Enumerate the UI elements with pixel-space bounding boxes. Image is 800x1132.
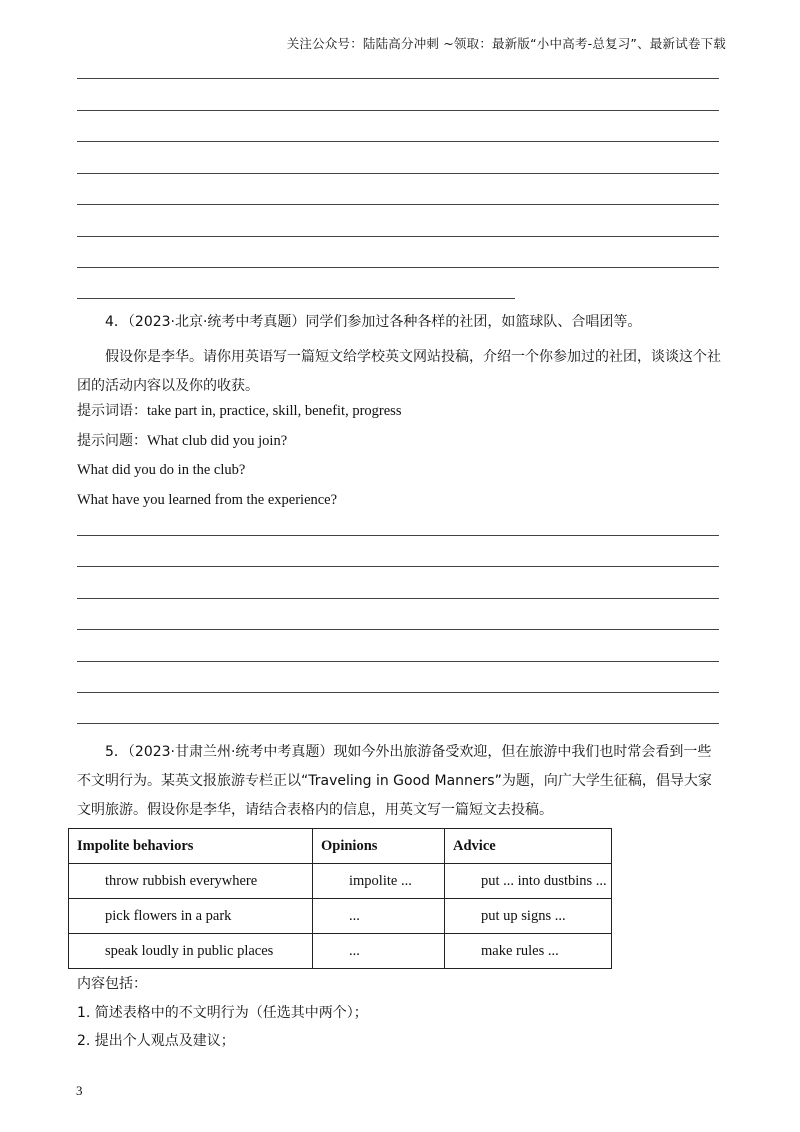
table-header-cell: Advice: [445, 829, 612, 864]
answer-line: [77, 267, 719, 268]
table-cell: pick flowers in a park: [69, 899, 313, 934]
answer-line: [77, 723, 719, 724]
q4-prompt: 假设你是李华。请你用英语写一篇短文给学校英文网站投稿，介绍一个你参加过的社团，谈谈这个社团的活动内容以及你的收获。: [77, 349, 721, 394]
table-cell: impolite ...: [313, 864, 445, 899]
table-row: [69, 899, 612, 934]
q5-item-1: 1. 简述表格中的不文明行为（任选其中两个）；: [77, 1005, 368, 1021]
table-row: [69, 864, 612, 899]
page-number: 3: [76, 1083, 83, 1098]
answer-line: [77, 535, 719, 536]
answer-line: [77, 629, 719, 630]
q5-item-2: 2. 提出个人观点及建议；: [77, 1033, 235, 1049]
answer-line: [77, 110, 719, 111]
table-cell: put ... into dustbins ...: [445, 864, 612, 899]
answer-line: [77, 566, 719, 567]
answer-line: [77, 236, 719, 237]
answer-line: [77, 141, 719, 142]
table-row: [69, 934, 612, 969]
q4-hint-questions: [77, 431, 723, 451]
q4-hint-words: [77, 401, 723, 421]
table-cell: speak loudly in public places: [69, 934, 313, 969]
answer-line: [77, 598, 719, 599]
table-cell: ...: [313, 934, 445, 969]
table-header-row: [69, 829, 612, 864]
q4-hint-words-value: take part in, practice, skill, benefit, progress: [147, 403, 402, 419]
answer-line: [77, 298, 515, 299]
answer-line: [77, 78, 719, 79]
answer-line: [77, 204, 719, 205]
table-cell: put up signs ...: [445, 899, 612, 934]
table-header-cell: Opinions: [313, 829, 445, 864]
q4-hint-words-label: 提示词语：: [77, 403, 147, 419]
table-header-cell: Impolite behaviors: [69, 829, 313, 864]
table-cell: throw rubbish everywhere: [69, 864, 313, 899]
q5-prompt: 5．（2023·甘肃兰州·统考中考真题）现如今外出旅游备受欢迎，但在旅游中我们也时常会看到一些不文明行为。某英文报旅游专栏正以“Traveling in Good Manners”为题，向广大学生征稿，倡导大家文明旅游。假设你是李华，请结合表格内的信息，用英文写一篇短文去投稿。: [77, 744, 712, 818]
answer-line: [77, 692, 719, 693]
q4-hint-questions-label: 提示问题：: [77, 433, 147, 449]
q4-hint-q1: What club did you join?: [147, 433, 288, 449]
table-cell: ...: [313, 899, 445, 934]
answer-line: [77, 173, 719, 174]
q4-title: 4．（2023·北京·统考中考真题）同学们参加过各种各样的社团，如篮球队、合唱团等。: [105, 314, 642, 330]
behaviors-table: [68, 828, 612, 969]
q4-hint-q2: What did you do in the club?: [77, 462, 246, 478]
answer-line: [77, 661, 719, 662]
table-cell: make rules ...: [445, 934, 612, 969]
q5-content-label: 内容包括：: [77, 976, 147, 992]
page-header: 关注公众号：陆陆高分冲刺 ~领取：最新版“小中高考-总复习”、最新试卷下载: [286, 36, 726, 51]
q4-hint-q3: What have you learned from the experience?: [77, 492, 338, 508]
